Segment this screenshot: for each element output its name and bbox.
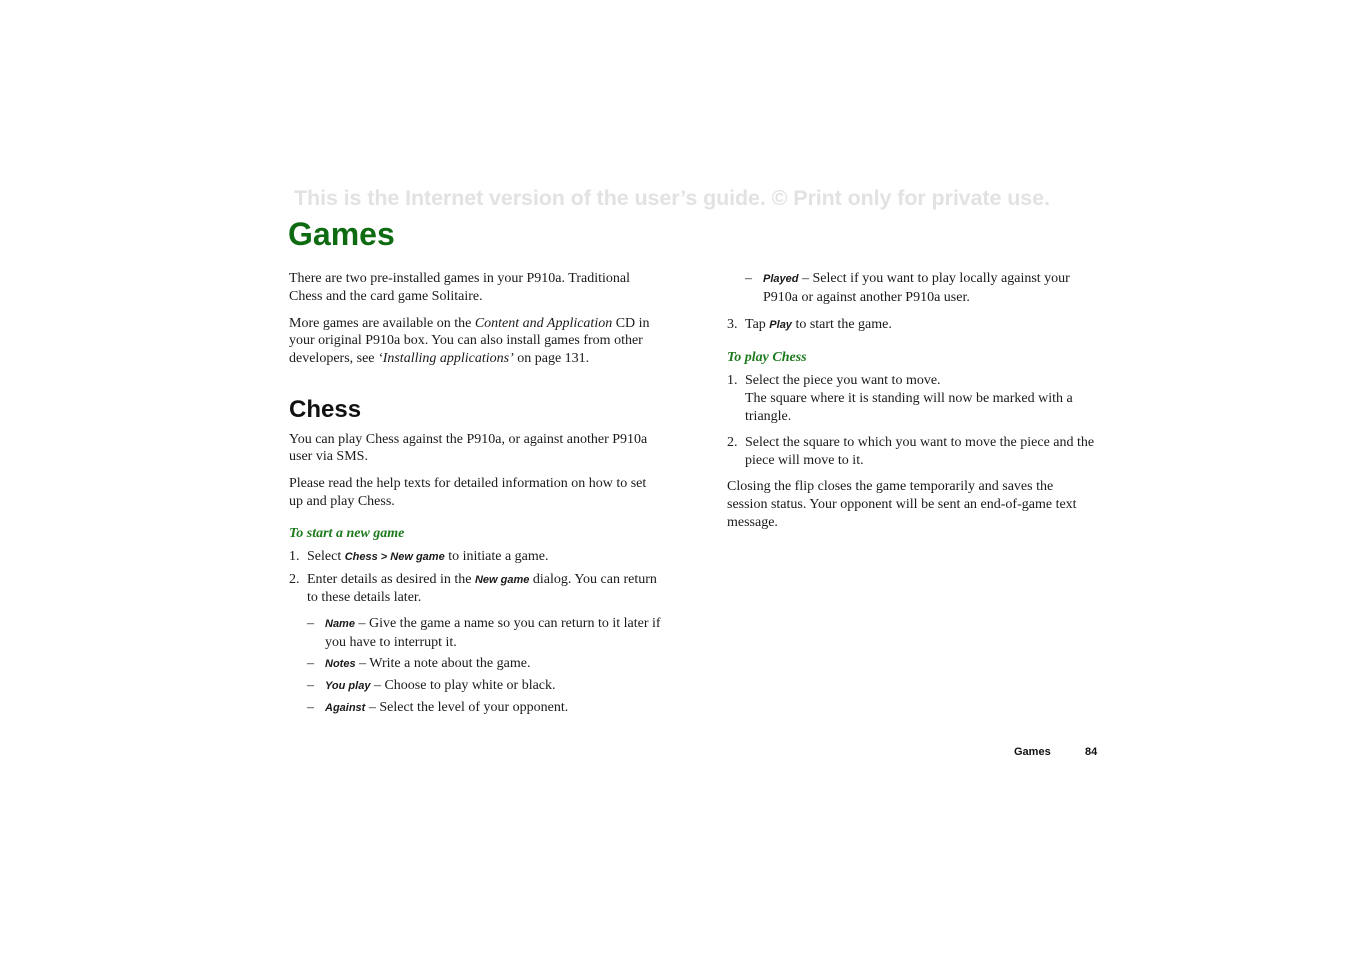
step-text: dialog. You can return to these details later. xyxy=(307,571,657,606)
cross-reference-link[interactable]: ‘Installing applications’ xyxy=(378,350,514,366)
list-item xyxy=(307,677,661,696)
step-text: Select xyxy=(307,549,345,565)
ui-command: Played xyxy=(763,273,799,285)
footer-section-name: Games xyxy=(1014,746,1051,758)
intro-paragraph-1: There are two pre-installed games in your P910a. Traditional Chess and the card game Solitaire. xyxy=(289,271,630,304)
ui-command: Chess > New game xyxy=(344,551,445,564)
list-item xyxy=(289,548,661,567)
page-title: Games xyxy=(288,216,395,252)
ui-command: Against xyxy=(325,701,366,714)
ui-command: New game xyxy=(474,573,530,586)
option-text: – Give the game a name so you can return to it later if you have to interrupt it. xyxy=(325,615,661,650)
play-chess-steps xyxy=(727,372,1097,469)
subheading-play-chess: To play Chess xyxy=(727,349,807,365)
option-text: – Choose to play white or black. xyxy=(370,677,556,693)
section-heading-chess: Chess xyxy=(289,395,362,423)
step-text: The square where it is standing will now be marked with a triangle. xyxy=(745,390,1073,424)
list-item xyxy=(289,571,661,718)
footer-page-number: 84 xyxy=(1085,746,1098,758)
watermark-text: This is the Internet version of the user’s guide. © Print only for private use. xyxy=(294,186,1050,210)
step-text: Select the square to which you want to move the piece and the piece will move to it. xyxy=(745,435,1095,468)
start-game-steps-continued xyxy=(727,316,1097,335)
step-text: Tap xyxy=(745,317,770,333)
step-number: 2. xyxy=(289,571,300,587)
intro-text: on page 131. xyxy=(513,350,590,366)
list-item xyxy=(727,372,1097,425)
list-item xyxy=(727,434,1097,469)
option-list xyxy=(307,615,661,717)
dash-bullet: – xyxy=(307,699,314,715)
step-number: 1. xyxy=(289,549,300,565)
step-text: Enter details as desired in the xyxy=(307,571,475,587)
step-text: Select the piece you want to move. xyxy=(745,373,941,389)
step-number: 3. xyxy=(727,317,738,333)
list-item xyxy=(745,270,1097,306)
subheading-start-new-game: To start a new game xyxy=(289,525,405,541)
ui-command: You play xyxy=(325,679,371,692)
ui-command: Play xyxy=(769,319,792,332)
intro-paragraph-2 xyxy=(289,315,661,368)
step-number: 2. xyxy=(727,435,738,451)
list-item xyxy=(307,615,661,651)
right-column xyxy=(727,270,1097,541)
chess-paragraph-2: Please read the help texts for detailed information on how to set up and play Chess. xyxy=(289,476,647,509)
list-item xyxy=(307,699,661,718)
option-text: – Select the level of your opponent. xyxy=(365,699,569,715)
dash-bullet: – xyxy=(307,677,314,693)
start-game-steps xyxy=(289,548,661,717)
list-item xyxy=(307,655,661,674)
step-number: 1. xyxy=(727,373,738,389)
closing-paragraph: Closing the flip closes the game temporarily and saves the session status. Your opponent will be sent an end-of-game text message. xyxy=(727,479,1077,530)
cd-title: Content and Application xyxy=(474,315,613,331)
intro-text: More games are available on the xyxy=(289,315,475,331)
intro-text: CD in your original P910a box. You can also install games from other developers, see xyxy=(289,315,650,366)
step-text: to initiate a game. xyxy=(444,549,549,565)
dash-bullet: – xyxy=(307,655,314,671)
left-column xyxy=(289,270,661,721)
option-list-continued xyxy=(727,270,1097,306)
option-text: – Select if you want to play locally against your P910a or against another P910a user. xyxy=(763,271,1070,305)
ui-command: Name xyxy=(325,617,355,630)
dash-bullet: – xyxy=(307,615,314,631)
list-item xyxy=(727,316,1097,335)
option-text: – Write a note about the game. xyxy=(355,655,531,671)
dash-bullet: – xyxy=(745,271,752,286)
step-text: to start the game. xyxy=(791,317,892,333)
chess-paragraph-1: You can play Chess against the P910a, or against another P910a user via SMS. xyxy=(289,431,648,465)
ui-command: Notes xyxy=(325,657,356,670)
